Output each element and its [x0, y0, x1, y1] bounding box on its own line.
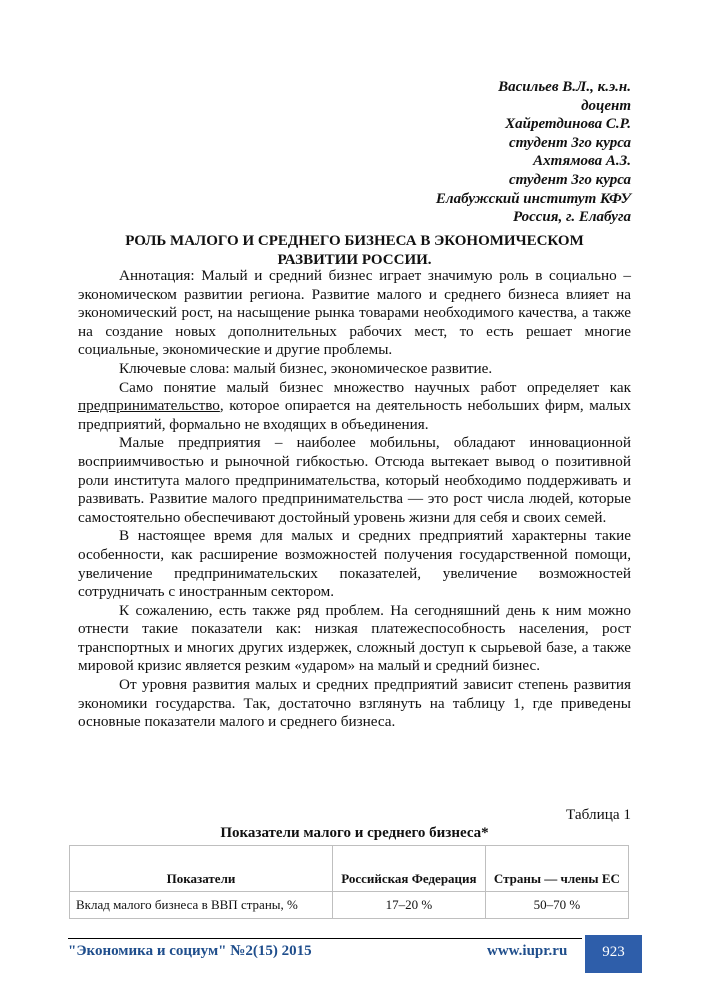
author-line: Ахтямова А.З. [533, 153, 631, 170]
title-line-1: РОЛЬ МАЛОГО И СРЕДНЕГО БИЗНЕСА В ЭКОНОМИЧЕСКОМ [125, 233, 584, 249]
article-title [78, 232, 631, 269]
author-line: студент 3го курса [508, 134, 631, 151]
author-line: доцент [581, 97, 631, 114]
table-cell: 17–20 % [333, 892, 486, 919]
article-body [78, 267, 631, 732]
journal-website-link[interactable]: www.iupr.ru [487, 943, 568, 959]
header-cell: Страны — члены ЕС [485, 846, 628, 892]
header-cell: Показатели [70, 846, 333, 892]
page-number-badge: 923 [585, 935, 642, 973]
title-line-2: РАЗВИТИИ РОССИИ. [277, 251, 432, 268]
footer-divider [68, 938, 582, 939]
author-line: Россия, г. Елабуга [512, 209, 631, 226]
body-paragraph: От уровня развития малых и средних предприятий зависит степень развития экономики государства. Так, достаточно взглянуть на таблицу 1, где приведены основные показатели малого и среднего бизнеса. [78, 676, 631, 731]
table-label: Таблица 1 [566, 806, 631, 823]
annotation-paragraph: Аннотация: Малый и средний бизнес играет значимую роль в социально – экономическом развитии региона. Развитие малого и среднего бизнеса влияет на экономический рост, на насыщение рынка товарами необходимого качества, а также на создание новых дополнительных рабочих мест, то есть решает многие социальные, экономические и другие проблемы. [78, 267, 631, 359]
table-row [70, 892, 629, 919]
keywords-paragraph: Ключевые слова: малый бизнес, экономическое развитие. [119, 359, 493, 377]
underlined-term-link[interactable]: предпринимательство [78, 397, 220, 415]
author-line: Хайретдинова С.Р. [505, 116, 631, 133]
header-cell: Российская Федерация [333, 846, 486, 892]
author-line: Елабужский институт КФУ [435, 190, 631, 207]
table-cell: 50–70 % [485, 892, 628, 919]
author-line: студент 3го курса [508, 171, 631, 188]
body-paragraph: В настоящее время для малых и средних предприятий характерны такие особенности, как расширение возможностей получения государственной помощи, увеличение предпринимательских показателей, увеличение возможностей сотрудничать с иностранным сектором. [78, 527, 631, 601]
body-paragraph: Малые предприятия – наиболее мобильны, обладают инновационной восприимчивостью и рыночной гибкостью. Отсюда вытекает вывод о позитивной роли института малого предпринимательства, который необходимо поддерживать и развивать. Развитие малого предпринимательства — это рост числа людей, которые самостоятельно обеспечивают достойный уровень жизни для себя и своих семей. [78, 434, 631, 526]
journal-name: "Экономика и социум" №2(15) 2015 [68, 943, 312, 959]
indicators-table [69, 845, 629, 919]
body-paragraph [78, 379, 631, 435]
paragraph-text: Само понятие малый бизнес множество научных работ определяет как [119, 378, 631, 396]
paragraph-text: , которое опирается на деятельность небольших фирм, малых предприятий, формально не входящих в объединения. [78, 397, 631, 433]
body-paragraph: К сожалению, есть также ряд проблем. На сегодняшний день к ним можно отнести такие показатели как: низкая платежеспособность населения, рост транспортных и многих других издержек, сложный доступ к сырьевой базе, а также мировой кризис является резким «ударом» на малый и средний бизнес. [78, 601, 631, 675]
table-caption: Показатели малого и среднего бизнеса* [220, 825, 489, 841]
table-cell: Вклад малого бизнеса в ВВП страны, % [70, 892, 333, 919]
table-header-row [70, 846, 629, 892]
author-line: Васильев В.Л., к.э.н. [498, 79, 631, 95]
author-block [436, 78, 631, 227]
